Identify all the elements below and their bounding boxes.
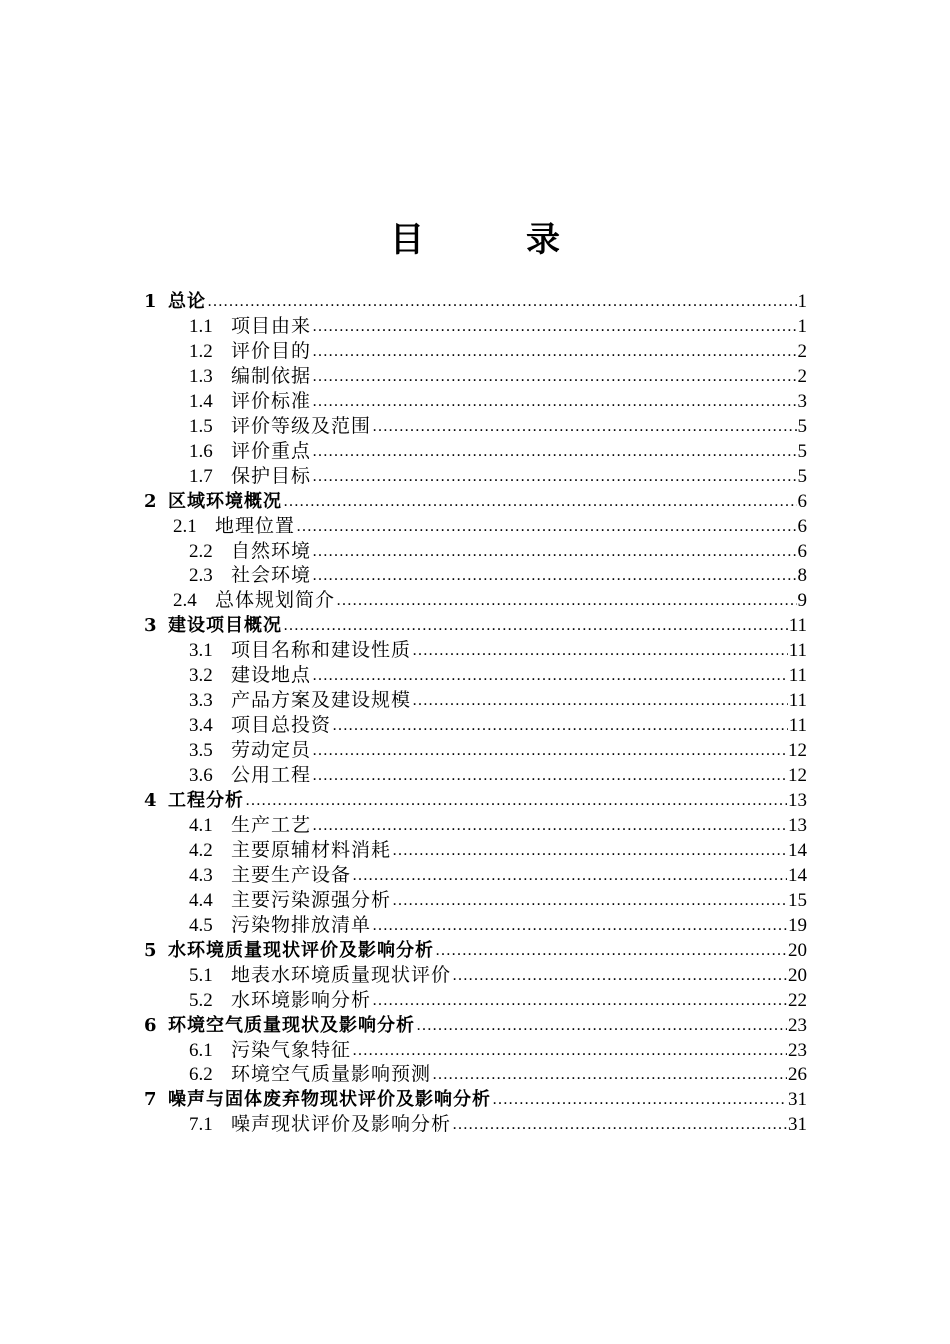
toc-number: 3.6 [189,765,213,786]
toc-page-number: 13 [788,815,807,836]
toc-section-row[interactable] [173,514,807,539]
toc-section-row[interactable] [189,364,807,389]
toc-section-row[interactable] [173,588,807,613]
toc-page-number: 2 [797,341,807,362]
toc-chapter-row[interactable] [144,938,807,963]
toc-chapter-row[interactable] [144,613,807,638]
toc-section-row[interactable] [189,963,807,988]
toc-page-number: 1 [797,291,807,312]
toc-page-number: 23 [788,1040,807,1061]
toc-dot-leader [312,563,796,588]
toc-section-row[interactable] [189,1038,807,1063]
toc-page-number: 6 [797,541,807,562]
toc-label: 水环境影响分析 [231,989,372,1011]
toc-number: 2.4 [173,590,197,611]
toc-number: 4.1 [189,815,213,836]
toc-section-row[interactable] [189,988,807,1013]
toc-number: 4.5 [189,915,213,936]
toc-chapter-row[interactable] [144,489,807,514]
toc-number: 6.1 [189,1040,213,1061]
toc-section-row[interactable] [189,738,807,763]
toc-number: 3.5 [189,740,213,761]
toc-section-row[interactable] [189,314,807,339]
toc-number: 5.2 [189,990,213,1011]
toc-page-number: 12 [788,765,807,786]
toc-number: 1.6 [189,441,213,462]
toc-number: 4.2 [189,840,213,861]
toc-number: 1.5 [189,416,213,437]
toc-dot-leader [312,364,796,389]
toc-chapter-row[interactable] [144,788,807,813]
toc-page-number: 12 [788,740,807,761]
toc-section-row[interactable] [189,563,807,588]
toc-dot-leader [283,613,788,638]
toc-label: 污染气象特征 [231,1039,352,1061]
toc-dot-leader [332,713,788,738]
toc-page-number: 20 [788,965,807,986]
toc-page-number: 13 [788,790,807,811]
toc-number: 1 [144,291,157,312]
toc-dot-leader [412,688,788,713]
toc-dot-leader [392,888,787,913]
toc-section-row[interactable] [189,813,807,838]
toc-section-row[interactable] [189,863,807,888]
toc-dot-leader [312,663,788,688]
toc-dot-leader [336,588,796,613]
toc-label: 公用工程 [231,764,312,786]
toc-label: 编制依据 [231,365,312,387]
toc-label: 评价等级及范围 [231,415,372,437]
toc-chapter-row[interactable] [144,289,807,314]
toc-number: 1.4 [189,391,213,412]
toc-page-number: 22 [788,990,807,1011]
toc-page-number: 5 [797,441,807,462]
toc-section-row[interactable] [189,339,807,364]
toc-dot-leader [312,539,796,564]
toc-label: 建设项目概况 [168,615,282,636]
toc-number: 1.2 [189,341,213,362]
toc-dot-leader [245,788,787,813]
toc-label: 污染物排放清单 [231,914,372,936]
toc-page-number: 20 [788,940,807,961]
toc-label: 总体规划简介 [215,589,336,611]
toc-page-number: 5 [797,466,807,487]
toc-number: 1.7 [189,466,213,487]
toc-dot-leader [432,1062,787,1087]
toc-label: 水环境质量现状评价及影响分析 [168,940,434,961]
page-title: 目 录 [390,220,594,260]
toc-label: 主要生产设备 [231,864,352,886]
toc-page-number: 6 [797,491,807,512]
toc-section-row[interactable] [189,464,807,489]
toc-number: 2.1 [173,516,197,537]
toc-number: 7.1 [189,1114,213,1135]
toc-dot-leader [372,988,787,1013]
toc-number: 4.4 [189,890,213,911]
toc-label: 社会环境 [231,564,312,586]
toc-number: 4 [144,790,157,811]
toc-label: 建设地点 [231,664,312,686]
toc-dot-leader [416,1013,787,1038]
toc-page-number: 19 [788,915,807,936]
toc-label: 噪声与固体废弃物现状评价及影响分析 [168,1089,491,1110]
toc-page-number: 11 [788,640,807,661]
toc-dot-leader [283,489,797,514]
toc-number: 3.3 [189,690,213,711]
toc-dot-leader [492,1087,787,1112]
toc-number: 5.1 [189,965,213,986]
toc-number: 3.4 [189,715,213,736]
toc-dot-leader [452,963,787,988]
toc-label: 评价标准 [231,390,312,412]
toc-page-number: 9 [797,590,807,611]
toc-section-row[interactable] [189,763,807,788]
toc-section-row[interactable] [189,638,807,663]
toc-label: 主要原辅材料消耗 [231,839,392,861]
toc-label: 自然环境 [231,540,312,562]
toc-page-number: 11 [788,615,807,636]
toc-page-number: 1 [797,316,807,337]
toc-number: 3 [144,615,157,636]
toc-label: 环境空气质量现状及影响分析 [168,1015,415,1036]
toc-dot-leader [372,913,787,938]
toc-label: 区域环境概况 [168,491,282,512]
toc-dot-leader [412,638,788,663]
toc-dot-leader [352,863,787,888]
toc-number: 2 [144,491,157,512]
toc-page-number: 14 [788,840,807,861]
toc-page-number: 8 [797,565,807,586]
toc-label: 劳动定员 [231,739,312,761]
toc-page-number: 31 [788,1114,807,1135]
toc-page-number: 11 [788,690,807,711]
toc-page-number: 11 [788,715,807,736]
toc-number: 3.2 [189,665,213,686]
toc-label: 噪声现状评价及影响分析 [231,1113,452,1135]
toc-label: 地表水环境质量现状评价 [231,964,452,986]
toc-label: 评价重点 [231,440,312,462]
toc-page-number: 6 [797,516,807,537]
toc-page-number: 11 [788,665,807,686]
toc-section-row[interactable] [189,414,807,439]
toc-label: 评价目的 [231,340,312,362]
toc-dot-leader [312,339,796,364]
toc-label: 生产工艺 [231,814,312,836]
toc-label: 工程分析 [168,790,244,811]
toc-label: 产品方案及建设规模 [231,689,412,711]
toc-label: 保护目标 [231,465,312,487]
toc-number: 3.1 [189,640,213,661]
toc-section-row[interactable] [189,888,807,913]
toc-section-row[interactable] [189,1112,807,1137]
toc-number: 2.2 [189,541,213,562]
toc-page-number: 3 [797,391,807,412]
toc-label: 项目总投资 [231,714,332,736]
toc-dot-leader [312,314,796,339]
toc-section-row[interactable] [189,688,807,713]
toc-dot-leader [312,763,787,788]
toc-number: 5 [144,940,157,961]
toc-page-number: 14 [788,865,807,886]
toc-label: 地理位置 [215,515,296,537]
toc-label: 环境空气质量影响预测 [231,1063,432,1085]
toc-dot-leader [452,1112,787,1137]
toc-section-row[interactable] [189,913,807,938]
toc-dot-leader [372,414,796,439]
toc-label: 项目名称和建设性质 [231,639,412,661]
toc-number: 7 [144,1089,157,1110]
toc-number: 1.1 [189,316,213,337]
toc-dot-leader [312,439,796,464]
toc-section-row[interactable] [189,663,807,688]
toc-dot-leader [312,389,796,414]
toc-dot-leader [207,289,797,314]
toc-page-number: 26 [788,1064,807,1085]
toc-page-number: 5 [797,416,807,437]
toc-number: 1.3 [189,366,213,387]
toc-label: 主要污染源强分析 [231,889,392,911]
toc-section-row[interactable] [189,838,807,863]
toc-label: 总论 [168,291,206,312]
toc-dot-leader [312,464,796,489]
toc-number: 4.3 [189,865,213,886]
toc-number: 6 [144,1015,157,1036]
toc-dot-leader [352,1038,787,1063]
toc-dot-leader [392,838,787,863]
toc-dot-leader [296,514,796,539]
toc-number: 6.2 [189,1064,213,1085]
toc-number: 2.3 [189,565,213,586]
toc-section-row[interactable] [189,389,807,414]
toc-dot-leader [435,938,787,963]
toc-chapter-row[interactable] [144,1013,807,1038]
toc-page-number: 15 [788,890,807,911]
toc-section-row[interactable] [189,539,807,564]
toc-page-number: 23 [788,1015,807,1036]
toc-page-number: 31 [788,1089,807,1110]
toc-section-row[interactable] [189,1062,807,1087]
toc-section-row[interactable] [189,439,807,464]
toc-label: 项目由来 [231,315,312,337]
toc-chapter-row[interactable] [144,1087,807,1112]
toc-dot-leader [312,738,787,763]
toc-page-number: 2 [797,366,807,387]
toc-section-row[interactable] [189,713,807,738]
toc-dot-leader [312,813,787,838]
